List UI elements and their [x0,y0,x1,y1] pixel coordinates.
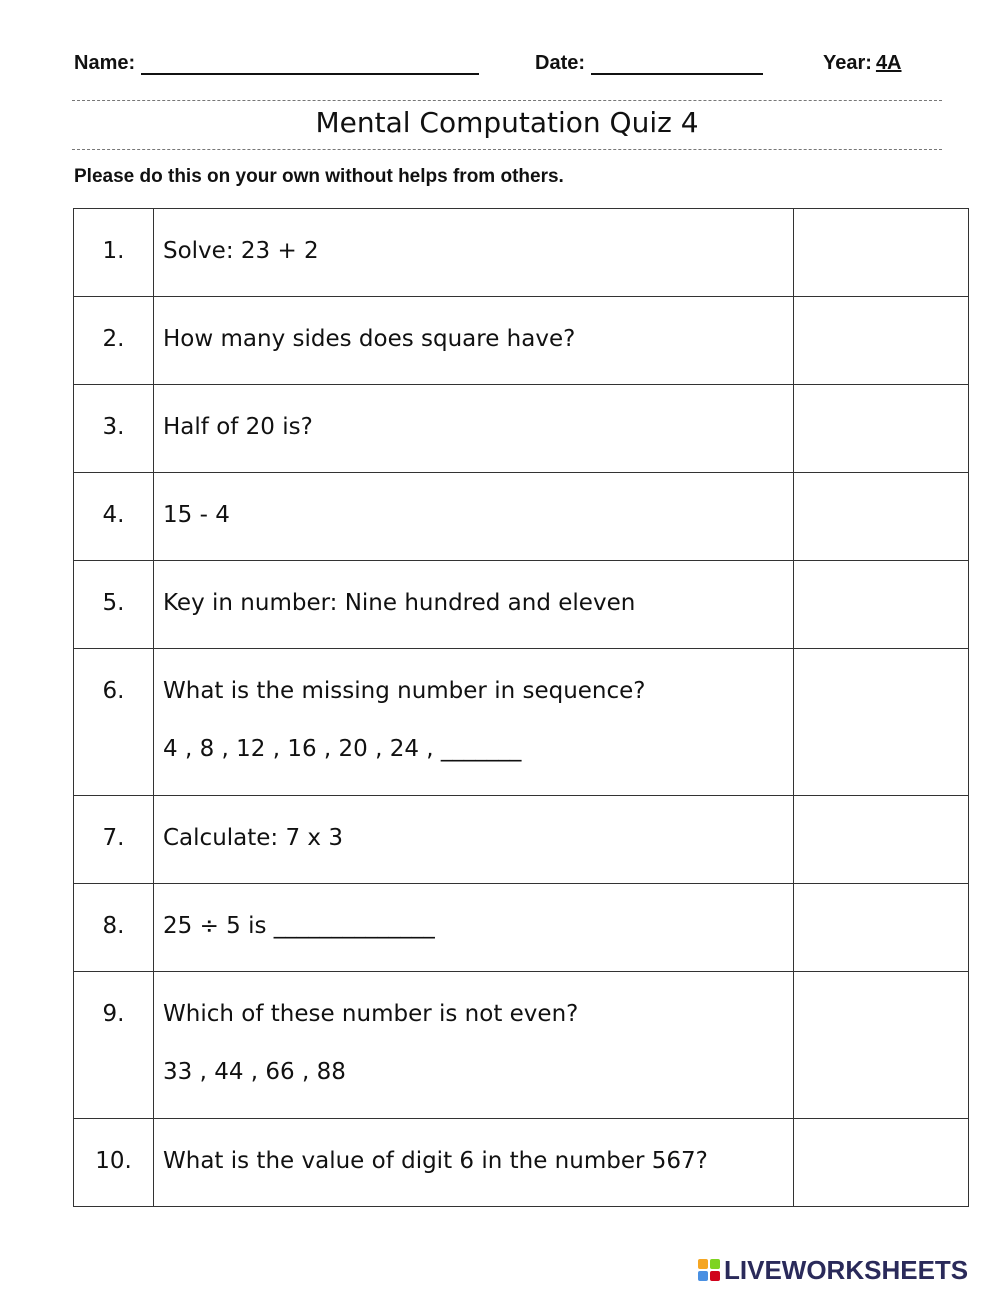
answer-cell[interactable] [794,1119,969,1207]
answer-cell[interactable] [794,649,969,796]
year-field [823,52,902,75]
date-field [535,52,763,75]
question-subtext: 4 , 8 , 12 , 16 , 20 , 24 , _______ [163,736,522,762]
liveworksheets-brand [698,1255,968,1285]
question-text-cell [154,209,794,297]
question-number-cell [74,884,154,972]
answer-cell[interactable] [794,297,969,385]
question-text: What is the missing number in sequence? [163,678,646,704]
question-row [74,209,969,297]
name-field [74,52,479,75]
answer-cell[interactable] [794,209,969,297]
question-number-cell [74,209,154,297]
answer-cell[interactable] [794,796,969,884]
question-number-cell [74,473,154,561]
name-input-line[interactable] [141,53,479,75]
date-input-line[interactable] [591,53,763,75]
question-number-cell [74,385,154,473]
question-number-cell [74,1119,154,1207]
question-text: How many sides does square have? [163,326,576,352]
question-number: 2. [102,326,125,352]
divider-bottom [72,149,942,150]
year-value: 4A [875,52,902,74]
header-row [74,52,944,82]
question-text-cell [154,561,794,649]
brand-text: LIVEWORKSHEETS [724,1254,969,1285]
question-number: 8. [102,913,125,939]
question-text: Key in number: Nine hundred and eleven [163,590,636,616]
quiz-table [73,208,969,1207]
logo-square [698,1271,708,1281]
question-number-cell [74,972,154,1119]
question-row [74,796,969,884]
question-text-cell [154,796,794,884]
question-number: 1. [102,238,125,264]
question-text: 25 ÷ 5 is ______________ [163,913,435,939]
question-row [74,972,969,1119]
question-row [74,473,969,561]
question-row [74,561,969,649]
question-number: 4. [102,502,125,528]
question-text: Which of these number is not even? [163,1001,579,1027]
logo-square [710,1271,720,1281]
question-text-cell [154,972,794,1119]
question-number: 10. [95,1148,132,1174]
question-row [74,297,969,385]
question-text-cell [154,1119,794,1207]
answer-cell[interactable] [794,385,969,473]
page-title: Mental Computation Quiz 4 [315,106,699,139]
question-text-cell [154,884,794,972]
question-row [74,649,969,796]
question-number-cell [74,297,154,385]
question-row [74,884,969,972]
answer-cell[interactable] [794,972,969,1119]
question-number: 3. [102,414,125,440]
question-subtext: 33 , 44 , 66 , 88 [163,1059,346,1085]
question-text-cell [154,473,794,561]
question-text-cell [154,649,794,796]
question-number: 5. [102,590,125,616]
answer-cell[interactable] [794,561,969,649]
question-text: 15 - 4 [163,502,230,528]
question-row [74,1119,969,1207]
question-text-cell [154,297,794,385]
question-text: What is the value of digit 6 in the number 567? [163,1148,708,1174]
name-label: Name: [74,52,136,74]
instruction-text: Please do this on your own without helps from others. [74,166,564,187]
answer-cell[interactable] [794,884,969,972]
year-label: Year: [823,52,872,74]
question-number-cell [74,796,154,884]
question-number-cell [74,649,154,796]
question-text: Solve: 23 + 2 [163,238,319,264]
logo-square [698,1259,708,1269]
question-text: Calculate: 7 x 3 [163,825,343,851]
divider-top [72,100,942,101]
question-row [74,385,969,473]
question-text-cell [154,385,794,473]
question-text: Half of 20 is? [163,414,313,440]
answer-cell[interactable] [794,473,969,561]
question-number: 9. [102,1001,125,1027]
liveworksheets-logo-icon [698,1259,720,1281]
date-label: Date: [535,52,586,74]
logo-square [710,1259,720,1269]
question-number-cell [74,561,154,649]
question-number: 6. [102,678,125,704]
question-number: 7. [102,825,125,851]
